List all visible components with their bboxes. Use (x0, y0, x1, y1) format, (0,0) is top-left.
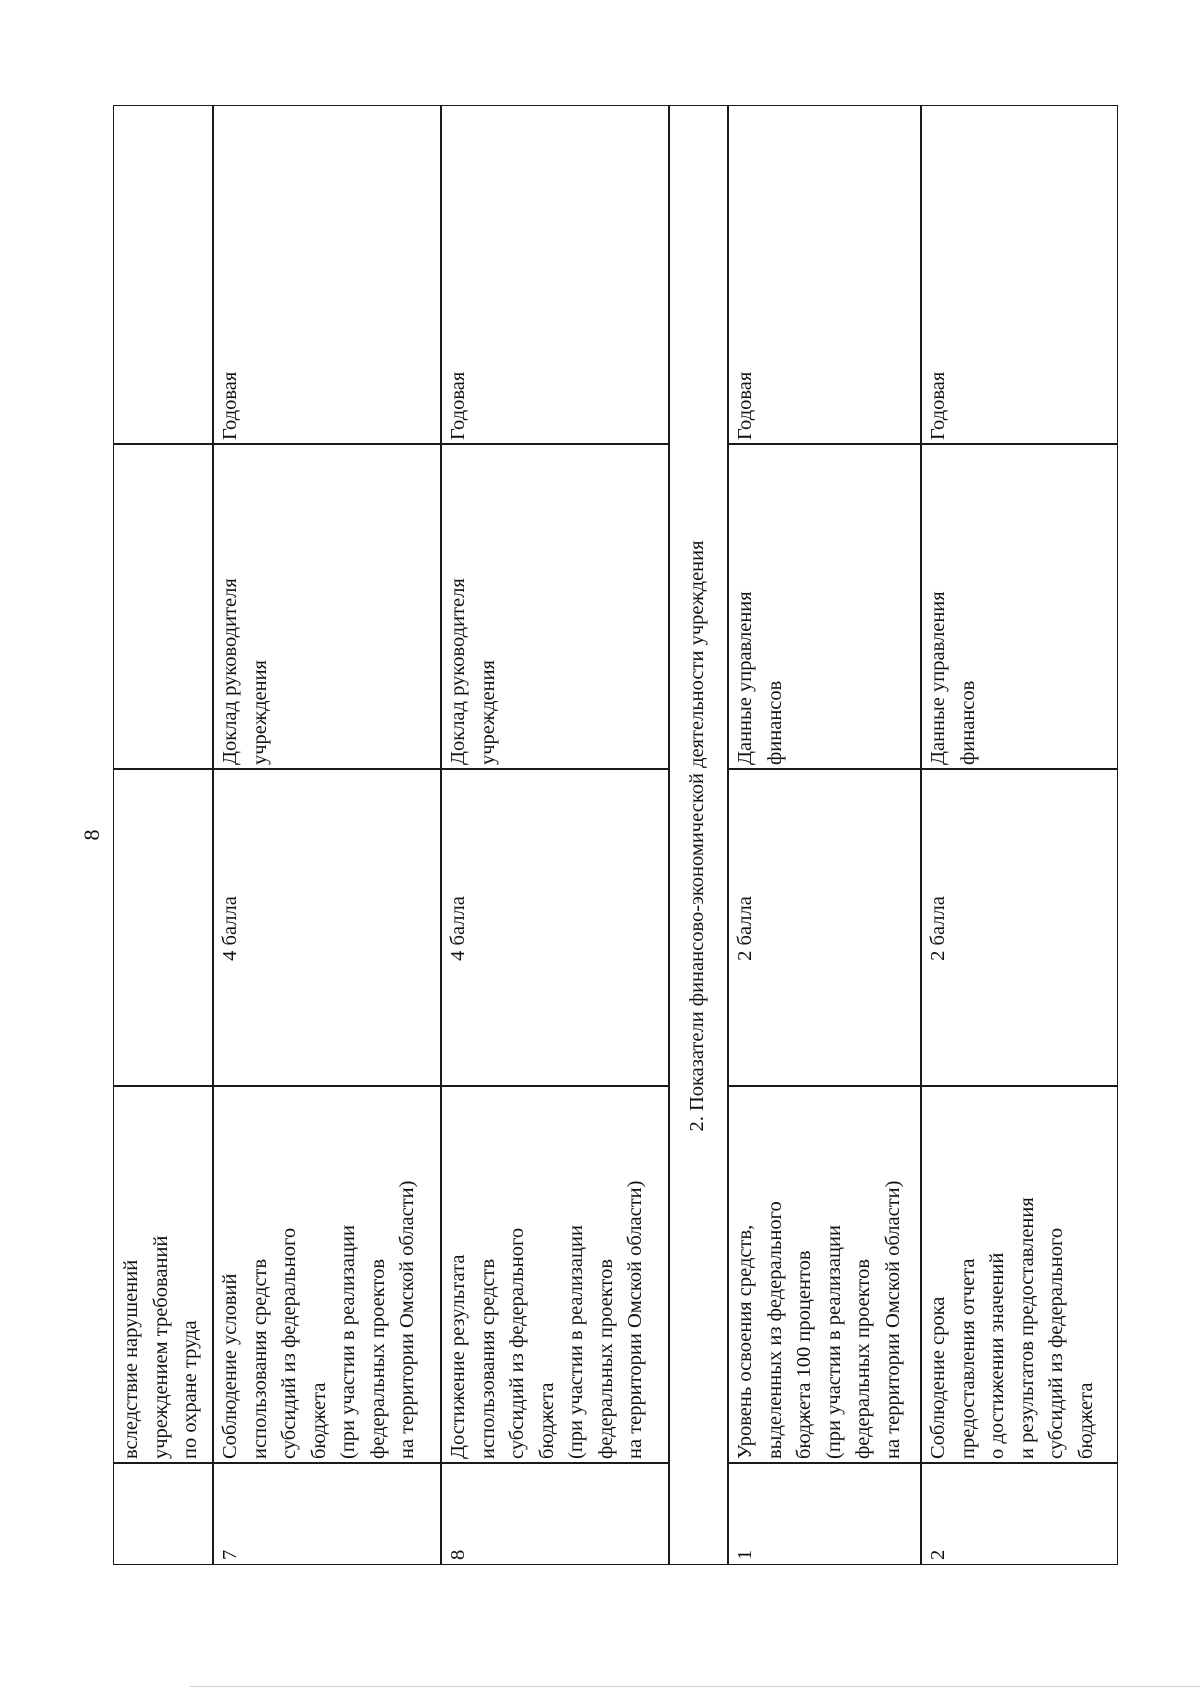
row-number-cell (920, 1462, 1118, 1565)
row-number: 1 (734, 1549, 756, 1560)
points-text (114, 769, 214, 1087)
points-text: 2 балла (927, 896, 949, 961)
row-number-cell (440, 1462, 670, 1565)
points-text: 2 балла (734, 896, 756, 961)
indicator-text: вследствие нарушений учреждением требований по охране труда (120, 1235, 201, 1459)
period-text: Годовая (927, 371, 949, 440)
source-text: Данные управления финансов (734, 591, 786, 765)
indicator-cell (727, 1085, 922, 1464)
source-text: Данные управления финансов (927, 591, 979, 765)
period-text (114, 106, 214, 445)
points-cell (440, 768, 670, 1087)
source-cell (212, 443, 442, 770)
source-text (114, 444, 214, 770)
points-text: 4 балла (447, 896, 469, 961)
indicator-cell (212, 1085, 442, 1464)
source-cell (727, 443, 922, 770)
source-text: Доклад руководителя учреждения (447, 578, 499, 765)
period-text: Годовая (734, 371, 756, 440)
points-cell (727, 768, 922, 1087)
period-cell (113, 105, 214, 445)
points-text: 4 балла (219, 896, 241, 961)
source-cell (440, 443, 670, 770)
source-text: Доклад руководителя учреждения (219, 578, 271, 765)
row-number: 7 (219, 1549, 241, 1560)
indicator-text: Соблюдение условий использования средств субсидий из федерального бюджета (при участии в реализации федеральных проектов на территории Омской области) (219, 1180, 418, 1459)
period-cell (727, 105, 922, 445)
section-header-cell (668, 105, 729, 1565)
row-number: 8 (447, 1549, 469, 1560)
row-number-cell (113, 1462, 214, 1565)
section-title: 2. Показатели финансово-экономической деятельности учреждения (686, 540, 708, 1132)
scan-edge-line (190, 1686, 1200, 1687)
source-cell (113, 443, 214, 770)
indicator-cell (440, 1085, 670, 1464)
points-cell (212, 768, 442, 1087)
indicator-text: Уровень освоения средств, выделенных из федерального бюджета 100 процентов (при участии в реализации федеральных проектов на территории Омской области) (734, 1180, 904, 1459)
points-cell (920, 768, 1118, 1087)
indicator-cell (920, 1085, 1118, 1464)
period-text: Годовая (219, 371, 241, 440)
period-cell (212, 105, 442, 445)
indicator-text: Соблюдение срока предоставления отчета о достижении значений и результатов предоставления субсидий из федерального бюджета (927, 1197, 1097, 1459)
page-number: 8 (79, 829, 104, 841)
indicator-cell (113, 1085, 214, 1464)
row-number-cell (727, 1462, 922, 1565)
source-cell (920, 443, 1118, 770)
row-number: 2 (927, 1549, 949, 1560)
row-number (114, 1463, 214, 1565)
period-text: Годовая (447, 371, 469, 440)
period-cell (440, 105, 670, 445)
row-number-cell (212, 1462, 442, 1565)
points-cell (113, 768, 214, 1087)
period-cell (920, 105, 1118, 445)
indicator-text: Достижение результата использования средств субсидий из федерального бюджета (при участии в реализации федеральных проектов на территории Омской области) (447, 1180, 646, 1459)
